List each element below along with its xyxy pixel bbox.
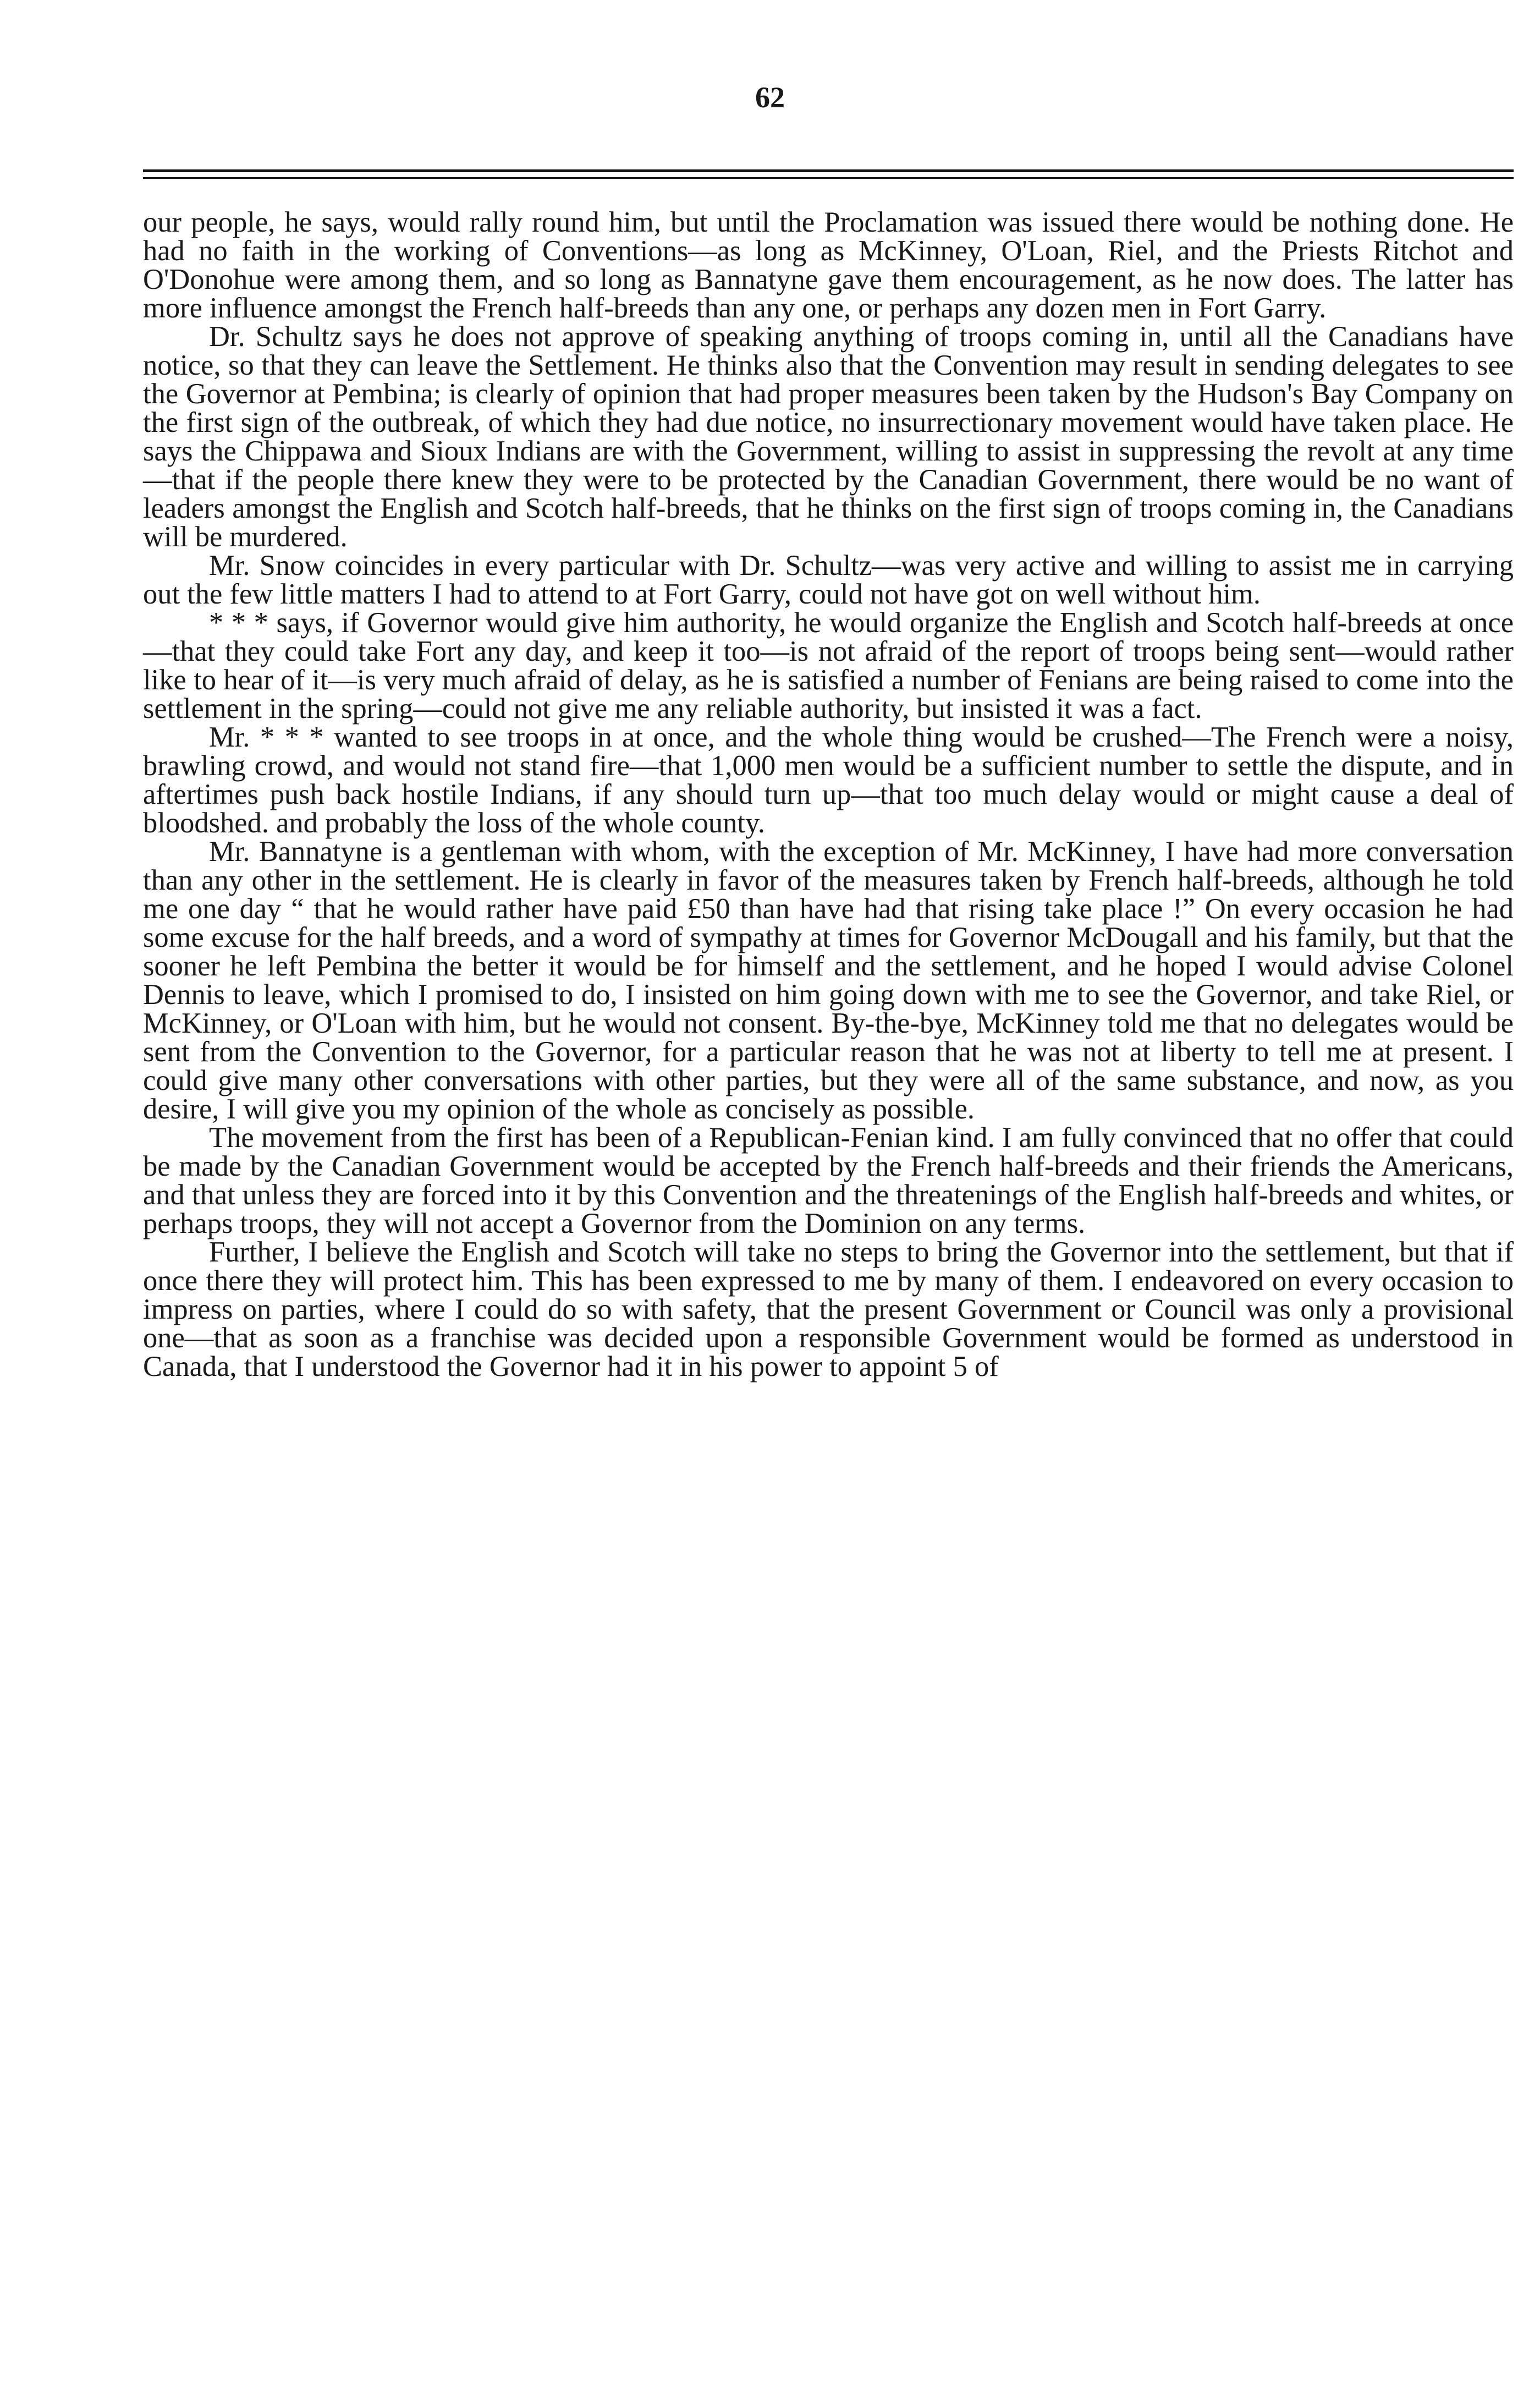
paragraph: * * * says, if Governor would give him authority, he would organize the English and Scotch half-breeds at once—that they could take Fort any day, and keep it too—is not afraid of the report of troops being sent—would rather like to hear of it—is very much afraid of delay, as he is satisfied a number of Fenians are being raised to come into the settlement in the spring—could not give me any reliable authority, but insisted it was a fact. <box>143 607 1514 725</box>
paragraph: Mr. Bannatyne is a gentleman with whom, with the exception of Mr. McKinney, I have had more conversation than any other in the settlement. He is clearly in favor of the measures taken by French half-breeds, although he told me one day “ that he would rather have paid £50 than have had that rising take place !” On every occasion he had some excuse for the half breeds, and a word of sympathy at times for Governor McDougall and his family, but that the sooner he left Pembina the better it would be for himself and the settlement, and he hoped I would advise Colonel Dennis to leave, which I promised to do, I insisted on him going down with me to see the Governor, and take Riel, or McKinney, or O'Loan with him, but he would not consent. By-the-bye, McKinney told me that no delegates would be sent from the Convention to the Governor, for a particular reason that he was not at liberty to tell me at present. I could give many other conversations with other parties, but they were all of the same substance, and now, as you desire, I will give you my opinion of the whole as concisely as possible. <box>143 836 1514 1125</box>
paragraph: Mr. Snow coincides in every particular with Dr. Schultz—was very active and willing to assist me in carrying out the few little matters I had to attend to at Fort Garry, could not have got on well without him. <box>143 550 1514 610</box>
page-number: 62 <box>755 81 785 114</box>
header-rule-thick <box>143 169 1514 172</box>
paragraph: Mr. * * * wanted to see troops in at once, and the whole thing would be crushed—The French were a noisy, brawling crowd, and would not stand fire—that 1,000 men would be a sufficient number to settle the dispute, and in aftertimes push back hostile Indians, if any should turn up—that too much delay would or might cause a deal of bloodshed. and probably the loss of the whole county. <box>143 721 1514 839</box>
paragraph: Dr. Schultz says he does not approve of speaking anything of troops coming in, until all the Canadians have notice, so that they can leave the Settlement. He thinks also that the Convention may result in sending delegates to see the Governor at Pembina; is clearly of opinion that had proper measures been taken by the Hudson's Bay Company on the first sign of the outbreak, of which they had due notice, no insurrectionary movement would have taken place. He says the Chippawa and Sioux Indians are with the Government, willing to assist in suppressing the revolt at any time—that if the people there knew they were to be protected by the Canadian Government, there would be no want of leaders amongst the English and Scotch half-breeds, that he thinks on the first sign of troops coming in, the Canadians will be murdered. <box>143 321 1514 553</box>
paragraph: our people, he says, would rally round him, but until the Proclamation was issued there would be nothing done. He had no faith in the working of Conventions—as long as McKinney, O'Loan, Riel, and the Priests Ritchot and O'Donohue were among them, and so long as Bannatyne gave them encouragement, as he now does. The latter has more influence amongst the French half-breeds than any one, or perhaps any dozen men in Fort Garry. <box>143 206 1514 324</box>
paragraph: Further, I believe the English and Scotch will take no steps to bring the Governor into the settlement, but that if once there they will protect him. This has been expressed to me by many of them. I endeavored on every occasion to impress on parties, where I could do so with safety, that the present Government or Council was only a provisional one—that as soon as a franchise was decided upon a responsible Government would be formed as understood in Canada, that I understood the Governor had it in his power to appoint 5 of <box>143 1236 1514 1383</box>
paragraph: The movement from the first has been of a Republican-Fenian kind. I am fully convinced that no offer that could be made by the Canadian Government would be accepted by the French half-breeds and their friends the Americans, and that unless they are forced into it by this Convention and the threatenings of the English half-breeds and whites, or perhaps troops, they will not accept a Governor from the Dominion on any terms. <box>143 1122 1514 1239</box>
header-rule-thin <box>143 177 1514 179</box>
body-text <box>143 208 1514 1381</box>
